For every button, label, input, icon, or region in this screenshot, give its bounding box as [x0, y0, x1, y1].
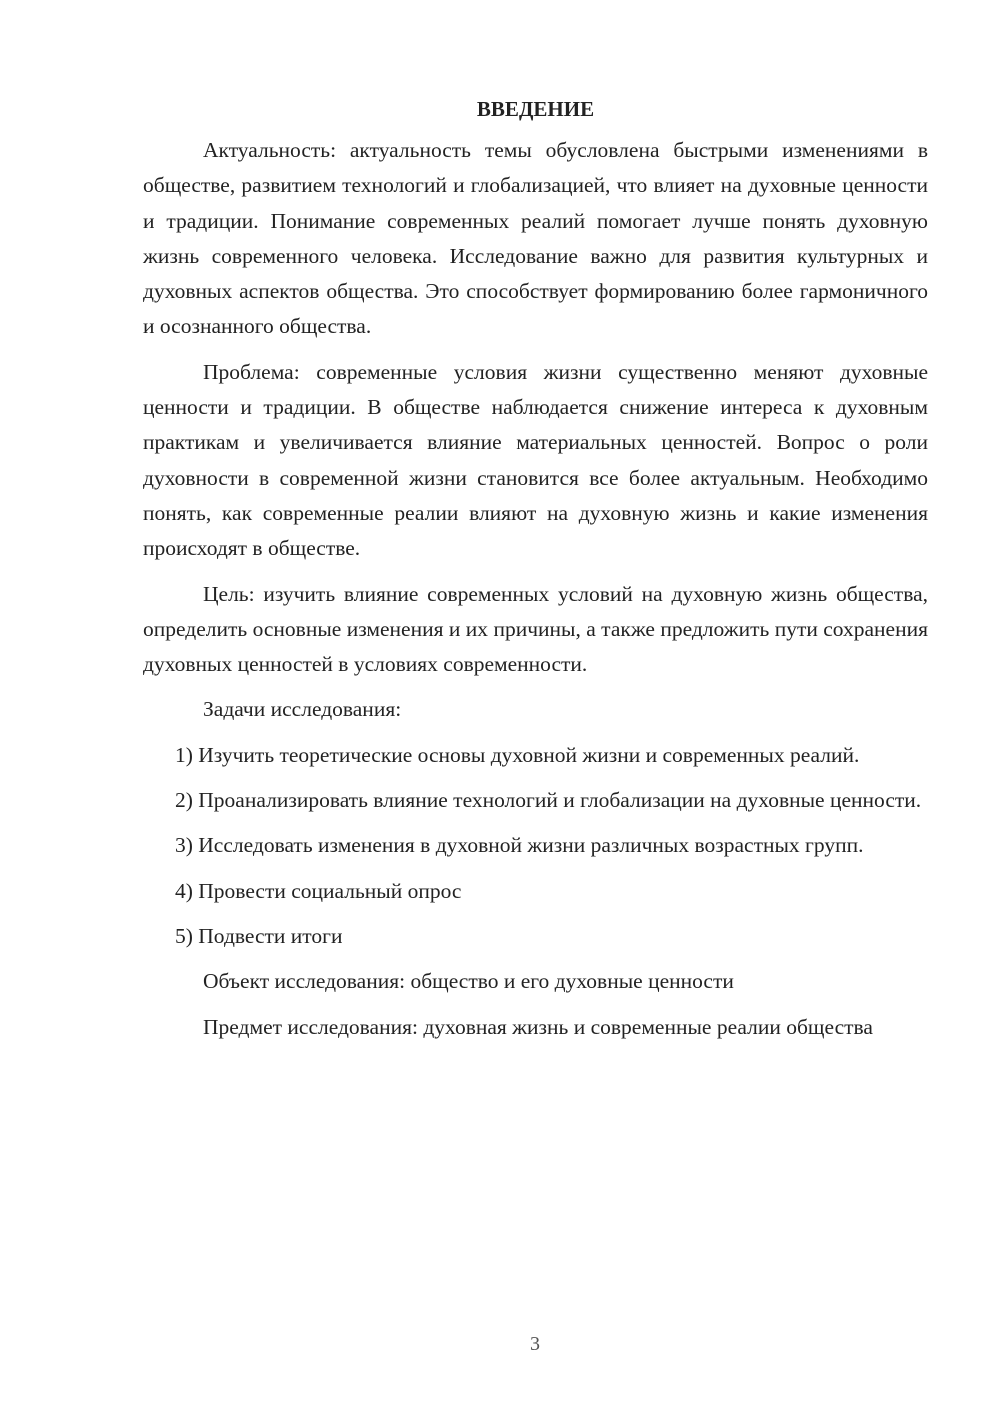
task-item-2: 2) Проанализировать влияние технологий и глобализации на духовные ценности. [175, 788, 922, 813]
task-item-4: 4) Провести социальный опрос [175, 878, 462, 903]
task-item-1: 1) Изучить теоретические основы духовной жизни и современных реалий. [175, 742, 860, 767]
tasks-heading: Задачи исследования: [203, 697, 402, 722]
task-item-3: 3) Исследовать изменения в духовной жизни различных возрастных групп. [175, 833, 864, 858]
page-number: 3 [530, 1333, 540, 1355]
paragraph-goal: Цель: изучить влияние современных условий на духовную жизнь общества, определить основные изменения и их причины, а также предложить пути сохранения духовных ценностей в условиях современности. [143, 581, 928, 677]
paragraph-problem: Проблема: современные условия жизни существенно меняют духовные ценности и традиции. В обществе наблюдается снижение интереса к духовным практикам и увеличивается влияние материальных ценностей. Вопрос о роли духовности в современной жизни становится все более актуальным. Необходимо понять, как современные реалии влияют на духовную жизнь и какие изменения происходят в обществе. [143, 359, 928, 561]
research-object: Объект исследования: общество и его духовные ценности [203, 969, 734, 994]
document-body [143, 92, 928, 1055]
research-subject: Предмет исследования: духовная жизнь и современные реалии общества [203, 1014, 873, 1039]
task-item-5: 5) Подвести итоги [175, 923, 343, 948]
paragraph-relevance: Актуальность: актуальность темы обусловлена быстрыми изменениями в обществе, развитием технологий и глобализацией, что влияет на духовные ценности и традиции. Понимание современных реалий помогает лучше понять духовную жизнь современного человека. Исследование важно для развития культурных и духовных аспектов общества. Это способствует формированию более гармоничного и осознанного общества. [143, 138, 928, 339]
page-title: ВВЕДЕНИЕ [476, 97, 595, 121]
